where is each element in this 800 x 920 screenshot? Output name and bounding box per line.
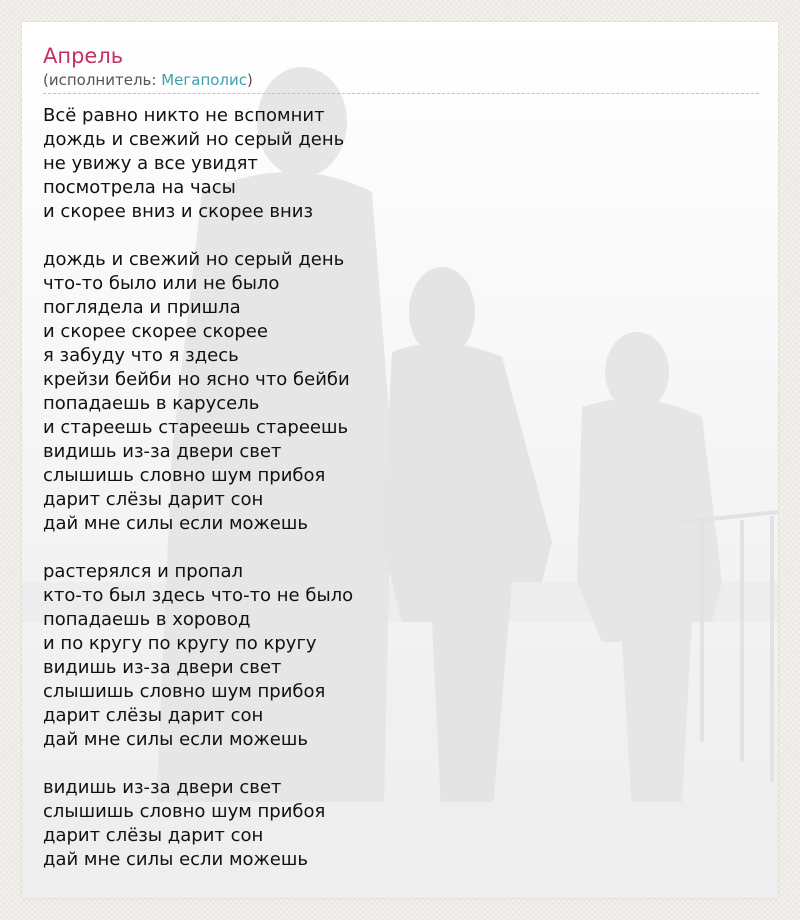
lyrics-content	[43, 42, 759, 896]
lyric-line: я забуду что я здесь	[43, 345, 239, 366]
lyric-line: кто-то был здесь что-то не было	[43, 585, 354, 606]
stanza	[43, 776, 759, 872]
lyric-line: видишь из-за двери свет	[43, 657, 282, 678]
lyric-line: посмотрела на часы	[43, 177, 236, 198]
artist-line	[43, 70, 759, 94]
lyric-line: слышишь словно шум прибоя	[43, 681, 326, 702]
lyric-line: дарит слёзы дарит сон	[43, 489, 264, 510]
lyric-line: крейзи бейби но ясно что бейби	[43, 369, 350, 390]
lyric-line: попадаешь в карусель	[43, 393, 260, 414]
lyric-line: слышишь словно шум прибоя	[43, 465, 326, 486]
lyric-line: видишь из-за двери свет	[43, 777, 282, 798]
lyric-line: и стареешь стареешь стареешь	[43, 417, 349, 438]
lyric-line: дарит слёзы дарит сон	[43, 825, 264, 846]
lyric-line: что-то было или не было	[43, 273, 280, 294]
song-title: Апрель	[43, 44, 124, 68]
lyric-line: не увижу а все увидят	[43, 153, 258, 174]
lyric-line: дай мне силы если можешь	[43, 849, 308, 870]
lyric-line: дождь и свежий но серый день	[43, 129, 345, 150]
lyric-line: видишь из-за двери свет	[43, 441, 282, 462]
artist-prefix: (исполнитель:	[43, 71, 162, 89]
stanza	[43, 560, 759, 752]
lyric-line: и скорее вниз и скорее вниз	[43, 201, 314, 222]
lyrics-card	[22, 22, 778, 898]
lyric-line: и скорее скорее скорее	[43, 321, 268, 342]
lyric-line: поглядела и пришла	[43, 297, 241, 318]
lyric-line: Всё равно никто не вспомнит	[43, 105, 325, 126]
lyric-line: дождь и свежий но серый день	[43, 249, 345, 270]
lyric-line: слышишь словно шум прибоя	[43, 801, 326, 822]
lyric-line: растерялся и пропал	[43, 561, 244, 582]
lyrics-body	[43, 104, 759, 872]
artist-link[interactable]: Мегаполис	[161, 71, 248, 89]
lyric-line: дарит слёзы дарит сон	[43, 705, 264, 726]
artist-suffix: )	[247, 71, 253, 89]
lyric-line: попадаешь в хоровод	[43, 609, 251, 630]
stanza	[43, 104, 759, 224]
lyric-line: и по кругу по кругу по кругу	[43, 633, 317, 654]
lyric-line: дай мне силы если можешь	[43, 513, 308, 534]
stanza	[43, 248, 759, 536]
lyric-line: дай мне силы если можешь	[43, 729, 308, 750]
